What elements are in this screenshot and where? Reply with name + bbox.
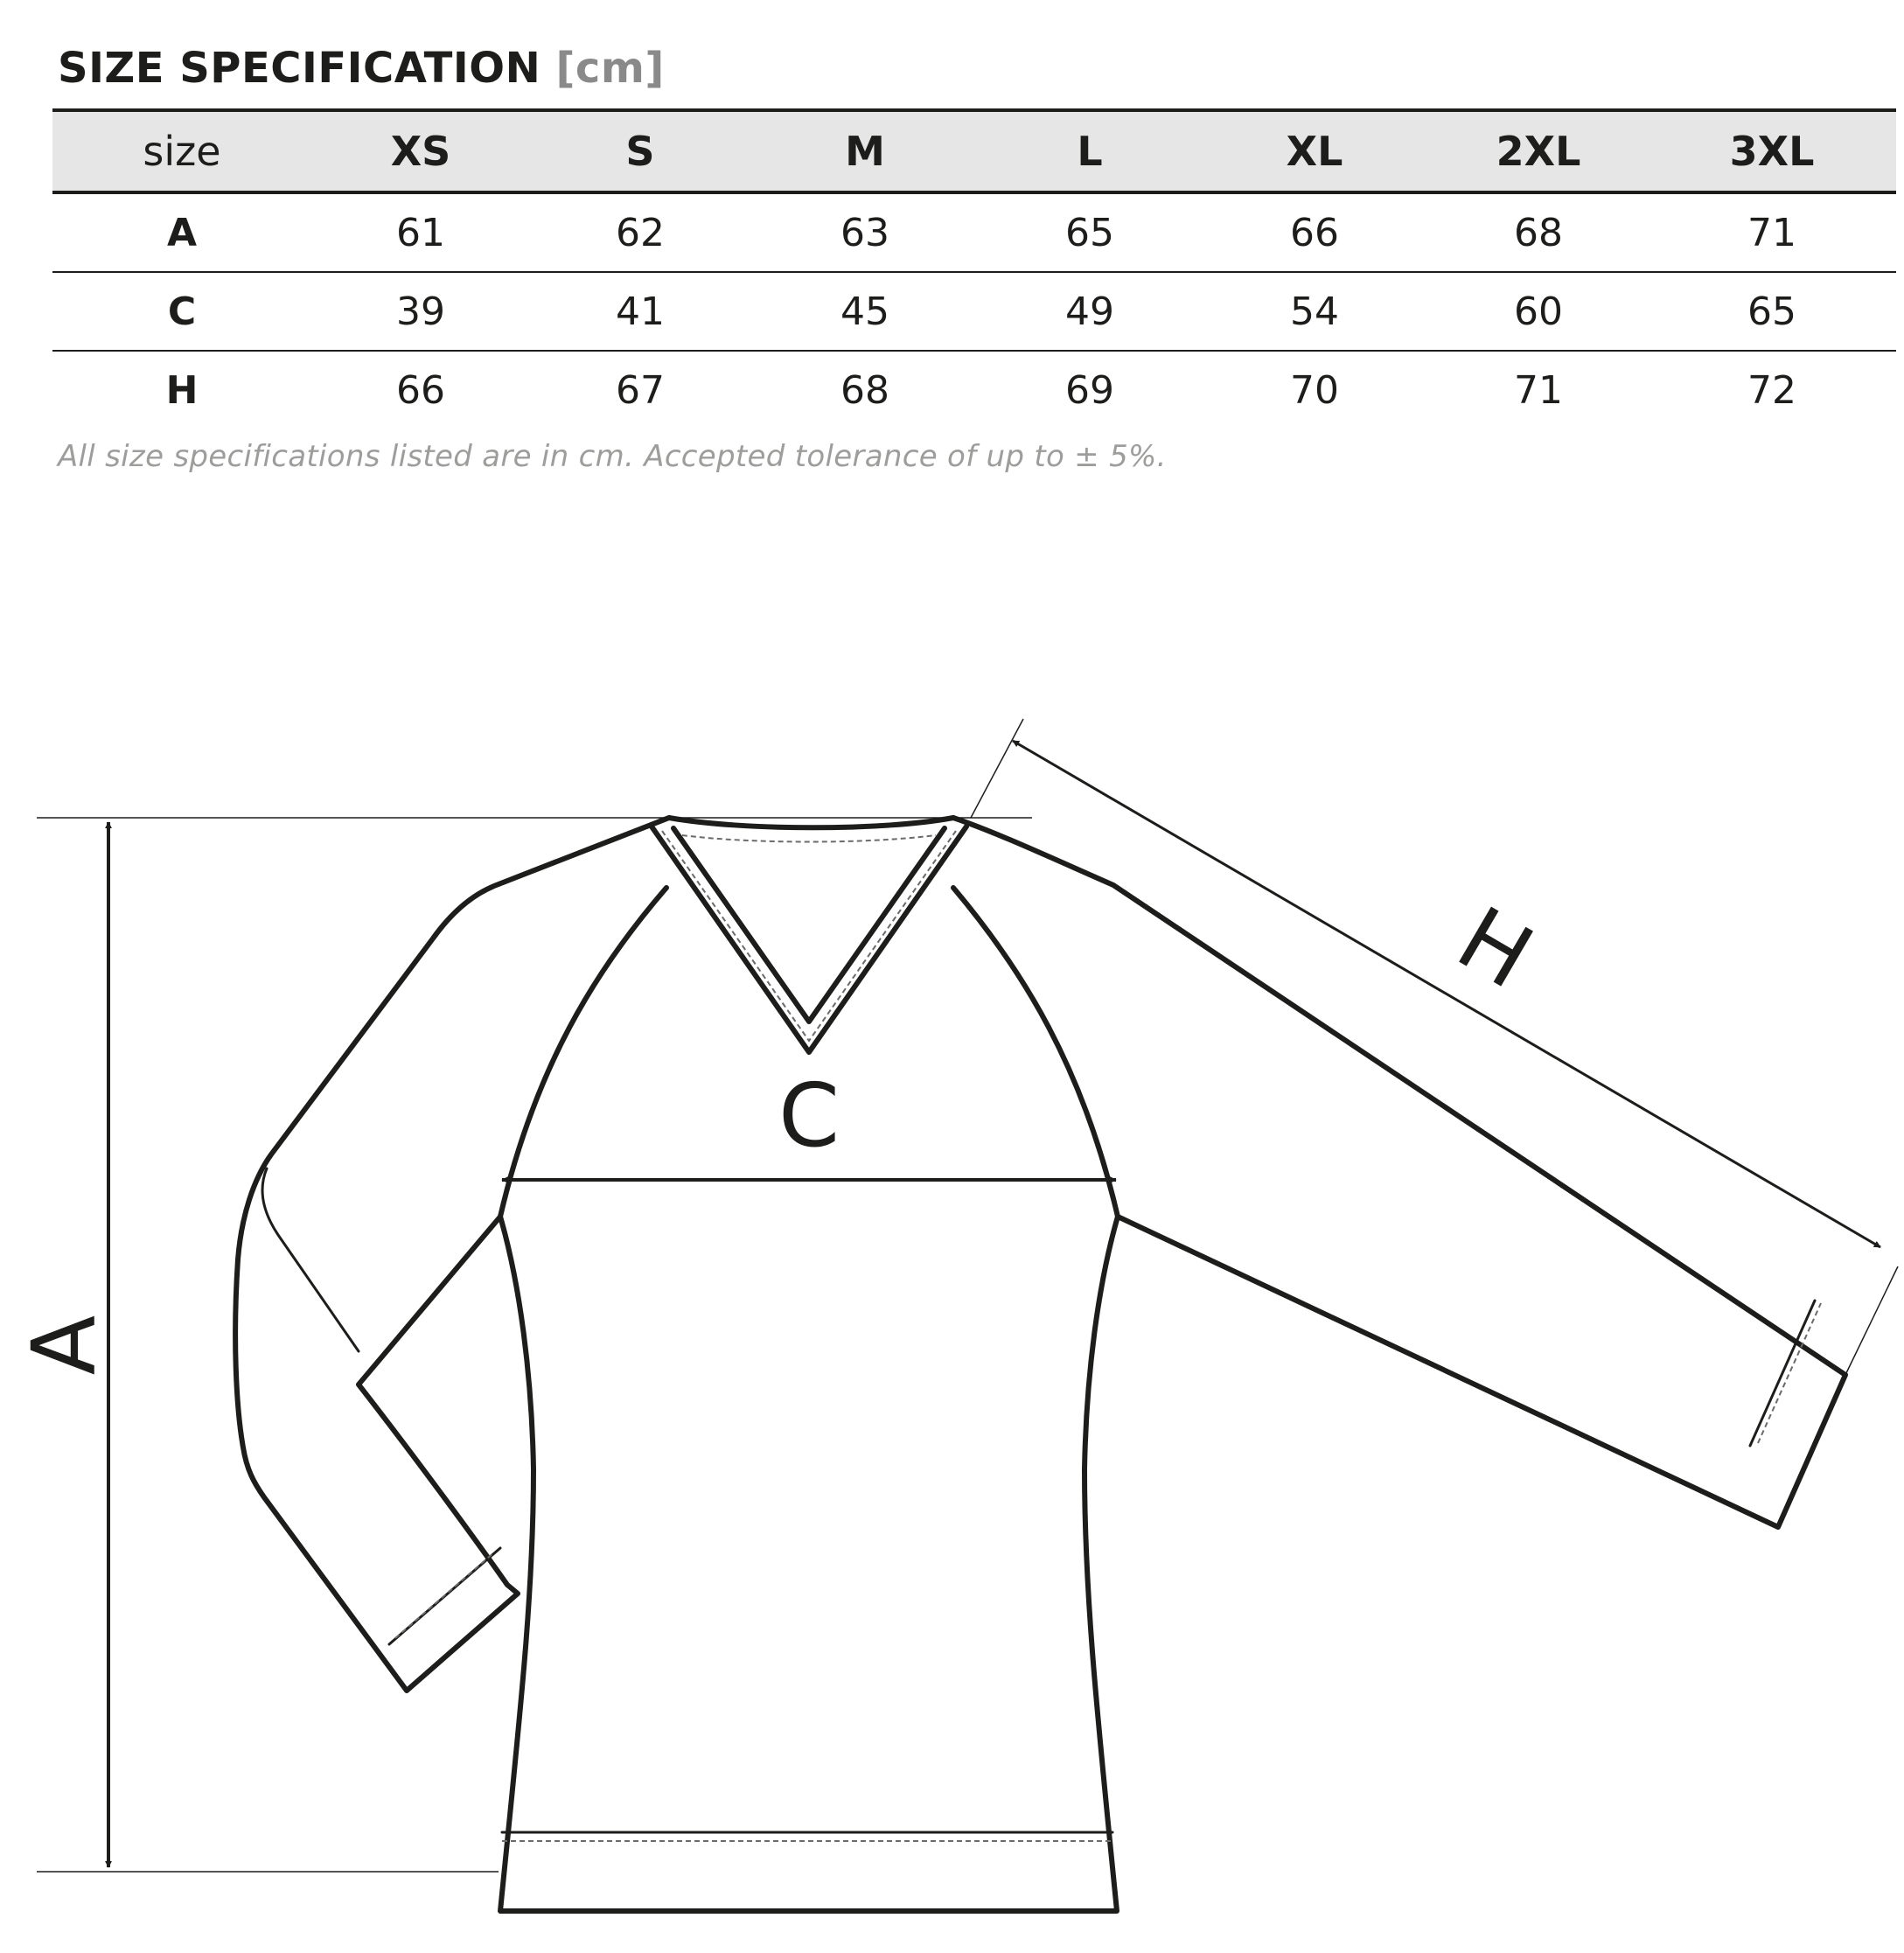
table-cell: 69 xyxy=(1065,367,1114,413)
header-size-xs: XS xyxy=(311,110,530,192)
table-cell: 39 xyxy=(396,289,445,334)
table-cell: 68 xyxy=(840,367,889,413)
dimension-c xyxy=(502,1064,1116,1180)
row-label: H xyxy=(165,367,199,413)
table-cell: 54 xyxy=(1290,289,1339,334)
table-cell: 61 xyxy=(396,210,445,255)
table-cell: 63 xyxy=(840,210,889,255)
header-corner-label: size xyxy=(52,110,311,192)
extension-line xyxy=(971,719,1023,818)
table-cell: 70 xyxy=(1290,367,1339,413)
title-text: SIZE SPECIFICATION xyxy=(58,44,541,93)
header-size-2xl: 2XL xyxy=(1429,110,1648,192)
header-size-m: M xyxy=(750,110,980,192)
row-label: A xyxy=(166,210,198,255)
title-unit: [cm] xyxy=(555,44,665,93)
stitching xyxy=(395,831,1821,1841)
table-cell: 62 xyxy=(616,210,665,255)
header-size-3xl: 3XL xyxy=(1648,110,1896,192)
header-size-l: L xyxy=(980,110,1200,192)
dimension-h xyxy=(971,719,1898,1375)
table-cell: 71 xyxy=(1747,210,1796,255)
table-cell: 65 xyxy=(1747,289,1796,334)
table-cell: 49 xyxy=(1065,289,1114,334)
dimension-label-h: H xyxy=(1440,887,1550,1009)
header-size-s: S xyxy=(530,110,750,192)
dimension-label-a: A xyxy=(12,1315,115,1376)
table-cell: 45 xyxy=(840,289,889,334)
table-cell: 41 xyxy=(616,289,665,334)
extension-line xyxy=(1845,1266,1898,1375)
dimension-arrow xyxy=(1013,741,1880,1247)
table-cell: 71 xyxy=(1514,367,1563,413)
long-sleeve-shirt-outline xyxy=(235,818,1845,1911)
tolerance-note: All size specifications listed are in cm. Accepted tolerance of up to ± 5%. xyxy=(58,439,1167,474)
header-size-xl: XL xyxy=(1200,110,1429,192)
table-cell: 68 xyxy=(1514,210,1563,255)
row-label: C xyxy=(167,289,197,334)
table-cell: 66 xyxy=(1290,210,1339,255)
table-cell: 72 xyxy=(1747,367,1796,413)
table-cell: 65 xyxy=(1065,210,1114,255)
table-cell: 67 xyxy=(616,367,665,413)
table-cell: 66 xyxy=(396,367,445,413)
table-cell: 60 xyxy=(1514,289,1563,334)
dimension-label-c: C xyxy=(778,1064,840,1167)
